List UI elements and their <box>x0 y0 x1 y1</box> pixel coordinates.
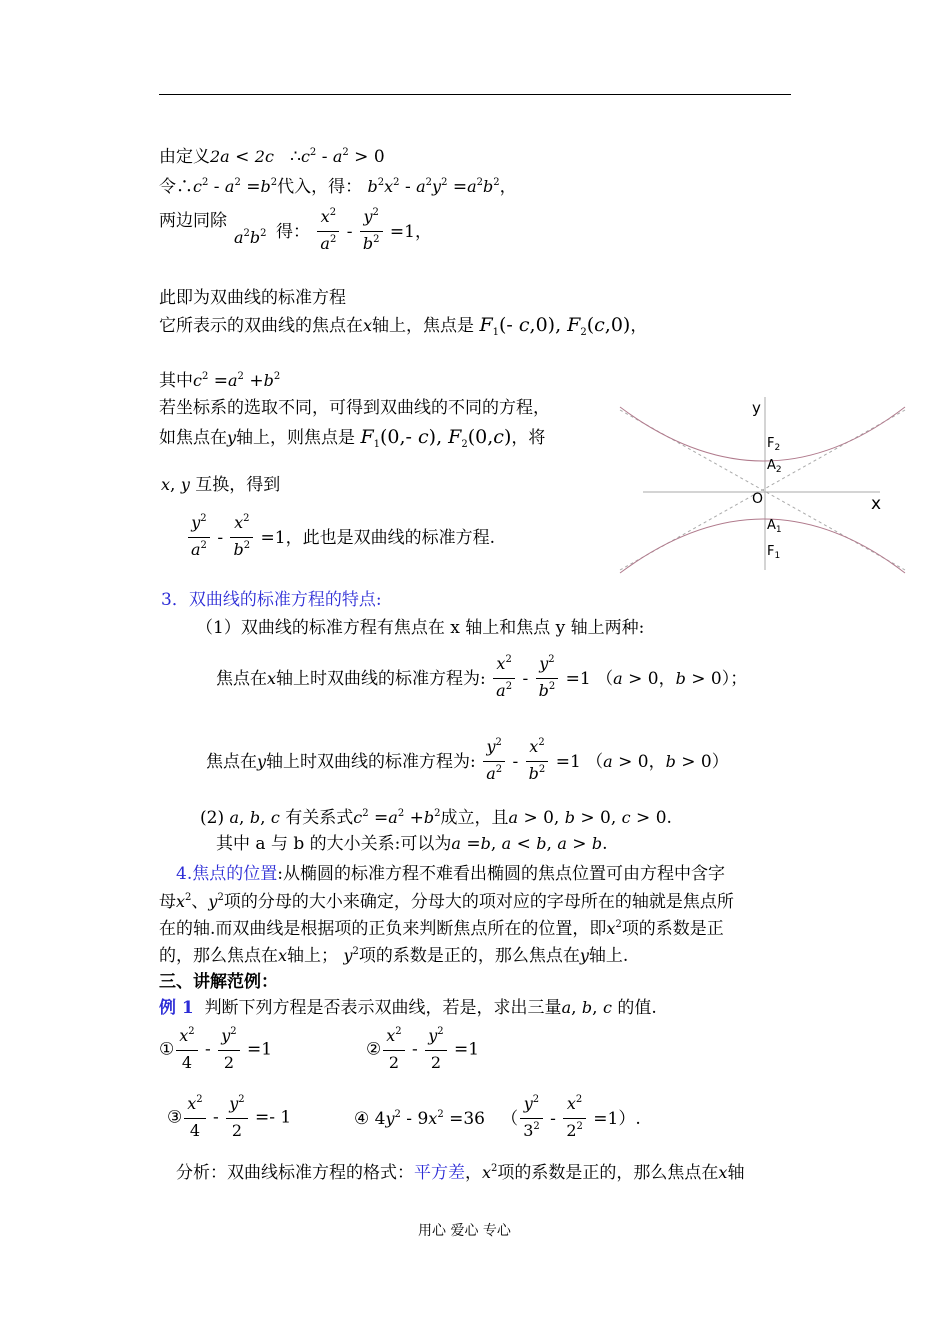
line-foci-y: 如焦点在y轴上，则焦点是 $F_1(0,-$ c), $F_2(0,c)$，将 <box>159 426 546 450</box>
line-definition: 由定义2a < 2c $\therefore c^2 - a^2 > 0$ <box>159 147 385 167</box>
text: 轴上时双曲线的标准方程为: <box>266 752 476 772</box>
text: 轴上时双曲线的标准方程为: <box>276 669 486 689</box>
text: ① <box>159 1039 175 1060</box>
text: 由定义 <box>159 147 210 167</box>
text: 平方差 <box>414 1163 465 1183</box>
section-3-p2: 焦点在x轴上时双曲线的标准方程为: $\frac{x^2}{a^2}$ - $\frac{y^2}{b^2}$ =1 （a > 0，b > 0）； <box>216 654 748 700</box>
text: 轴上. <box>588 946 629 966</box>
line-standard: 此即为双曲线的标准方程 <box>159 288 346 308</box>
text: 互换，得到 <box>195 475 281 495</box>
a1-label: $A_1$ <box>767 518 782 535</box>
example-1: 例 1 判断下列方程是否表示双曲线，若是，求出三量a, b, c 的值. <box>159 998 657 1018</box>
text: ，此也是双曲线的标准方程. <box>285 528 495 548</box>
text: 项的系数是正的，那么焦点在 <box>358 946 580 966</box>
text: 判断下列方程是否表示双曲线，若是，求出三量 <box>204 998 562 1018</box>
header-rule <box>159 94 791 95</box>
line-coord: 若坐标系的选取不同，可得到双曲线的不同的方程， <box>159 398 550 418</box>
text: 母 <box>159 892 176 912</box>
text: 项的系数是正的，那么焦点在 <box>497 1163 719 1183</box>
f1-label: $F_1$ <box>767 544 781 561</box>
line-swap: x, y 互换，得到 <box>161 475 281 495</box>
section-4-line2: 母$x^2$、$y^2$项的分母的大小来确定，分母大的项对应的字母所在的轴就是焦点所 <box>159 892 734 912</box>
section-3-p3: 焦点在y轴上时双曲线的标准方程为: $\frac{y^2}{a^2}$ - $\frac{x^2}{b^2}$ =1 （a > 0，b > 0） <box>206 737 729 783</box>
text: 项的系数是正 <box>621 919 724 939</box>
line-divide <box>159 206 227 231</box>
analysis: 分析：双曲线标准方程的格式：平方差，$x^2$项的系数是正的，那么焦点在x轴 <box>176 1163 745 1183</box>
section-3-p4: (2) a, b, c 有关系式$c^2 =a^2 +b^2$成立，且a > 0, b > 0, c > 0. <box>200 808 672 828</box>
section-3-p5: 其中 a 与 b 的大小关系:可以为a =b, a < b, a > b. <box>216 834 608 854</box>
text: 其中 a 与 b 的大小关系:可以为 <box>216 834 452 854</box>
text: 轴上，则焦点是 <box>236 428 356 448</box>
text: 两边同除 <box>159 211 227 231</box>
y-label: y <box>752 399 761 417</box>
origin-label: O <box>752 491 764 507</box>
section-4-line4: 的，那么焦点在x轴上； $y^2$项的系数是正的，那么焦点在y轴上. <box>159 946 629 966</box>
section-4-line3: 在的轴.而双曲线是根据项的正负来判断焦点所在的位置，即$x^2$项的系数是正 <box>159 919 724 939</box>
heading-examples: 三、讲解范例： <box>159 972 278 992</box>
text: 它所表示的双曲线的焦点在 <box>159 316 363 336</box>
text: 轴 <box>727 1163 745 1183</box>
hyperbola-graph <box>615 395 915 575</box>
text: 分析：双曲线标准方程的格式： <box>176 1163 414 1183</box>
x-label: x <box>871 494 882 514</box>
line-foci-x: 它所表示的双曲线的焦点在x轴上，焦点是 $F_1(-$ c,0), $F_2(c,0)$， <box>159 314 648 338</box>
text: 成立，且 <box>440 808 509 828</box>
text: 的，那么焦点在 <box>159 946 278 966</box>
text: ，将 <box>511 428 546 448</box>
text: 轴上，焦点是 <box>372 316 475 336</box>
case-4: ④ $4y^2 - 9x^2 =36$ （ $\frac{y^2}{3^2}$ - $\frac{x^2}{2^2}$ =1）. <box>354 1094 641 1140</box>
text: ④ <box>354 1109 370 1129</box>
text: 得： <box>276 222 310 242</box>
section-3-title: 3．双曲线的标准方程的特点: <box>161 590 382 610</box>
text: 、 <box>191 892 209 912</box>
f2-label: $F_2$ <box>767 436 781 453</box>
eq-standard-x: 得： $\frac{x^2}{a^2}$ - $\frac{y^2}{b^2}$ =1， <box>276 207 432 253</box>
text: 4.焦点的位置 <box>176 864 278 884</box>
text: 其中 <box>159 371 193 391</box>
text: 有关系式 <box>285 808 354 828</box>
page-footer: 用心 爱心 专心 <box>418 1223 511 1239</box>
text: 焦点在 <box>216 669 267 689</box>
case-1: ① $\frac{x^2}{4}$ - $\frac{y^2}{2}$ =1 <box>159 1026 273 1072</box>
text: 例 1 <box>159 998 194 1018</box>
text: (2) <box>200 808 225 828</box>
text: 轴上； <box>287 946 339 966</box>
eq-standard-y: $\frac{y^2}{a^2}$ - $\frac{x^2}{b^2}$ =1，此也是双曲线的标准方程. <box>186 512 495 565</box>
text: 令 <box>159 177 176 197</box>
a2-label: $A_2$ <box>767 458 782 475</box>
section-3-p1: （1）双曲线的标准方程有焦点在 x 轴上和焦点 y 轴上两种: <box>196 618 645 638</box>
text: 的值. <box>617 998 657 1018</box>
text: 项的分母的大小来确定，分母大的项对应的字母所在的轴就是焦点所 <box>223 892 734 912</box>
case-2: ② $\frac{x^2}{2}$ - $\frac{y^2}{2}$ =1 <box>366 1026 480 1072</box>
section-4-line1 <box>176 859 725 884</box>
text: 如焦点在 <box>159 428 227 448</box>
line-c2: 其中$c^2 =a^2 +b^2$ <box>159 371 281 391</box>
text: 焦点在 <box>206 752 257 772</box>
text: :从椭圆的标准方程不难看出椭圆的焦点位置可由方程中含字 <box>277 864 725 884</box>
a2b2: $a^2b^2$ <box>234 228 267 247</box>
text: ② <box>366 1039 382 1060</box>
text: 代入，得： <box>277 177 363 197</box>
line-substitute: 令$\therefore c^2 - a^2 =b^2$代入，得： $b^2x^2 - a^2y^2 =a^2b^2$， <box>159 177 517 197</box>
case-3: ③ $\frac{x^2}{4}$ - $\frac{y^2}{2}$ =- 1 <box>167 1094 292 1140</box>
text: 在的轴.而双曲线是根据项的正负来判断焦点所在的位置，即 <box>159 919 607 939</box>
text: ③ <box>167 1107 183 1128</box>
